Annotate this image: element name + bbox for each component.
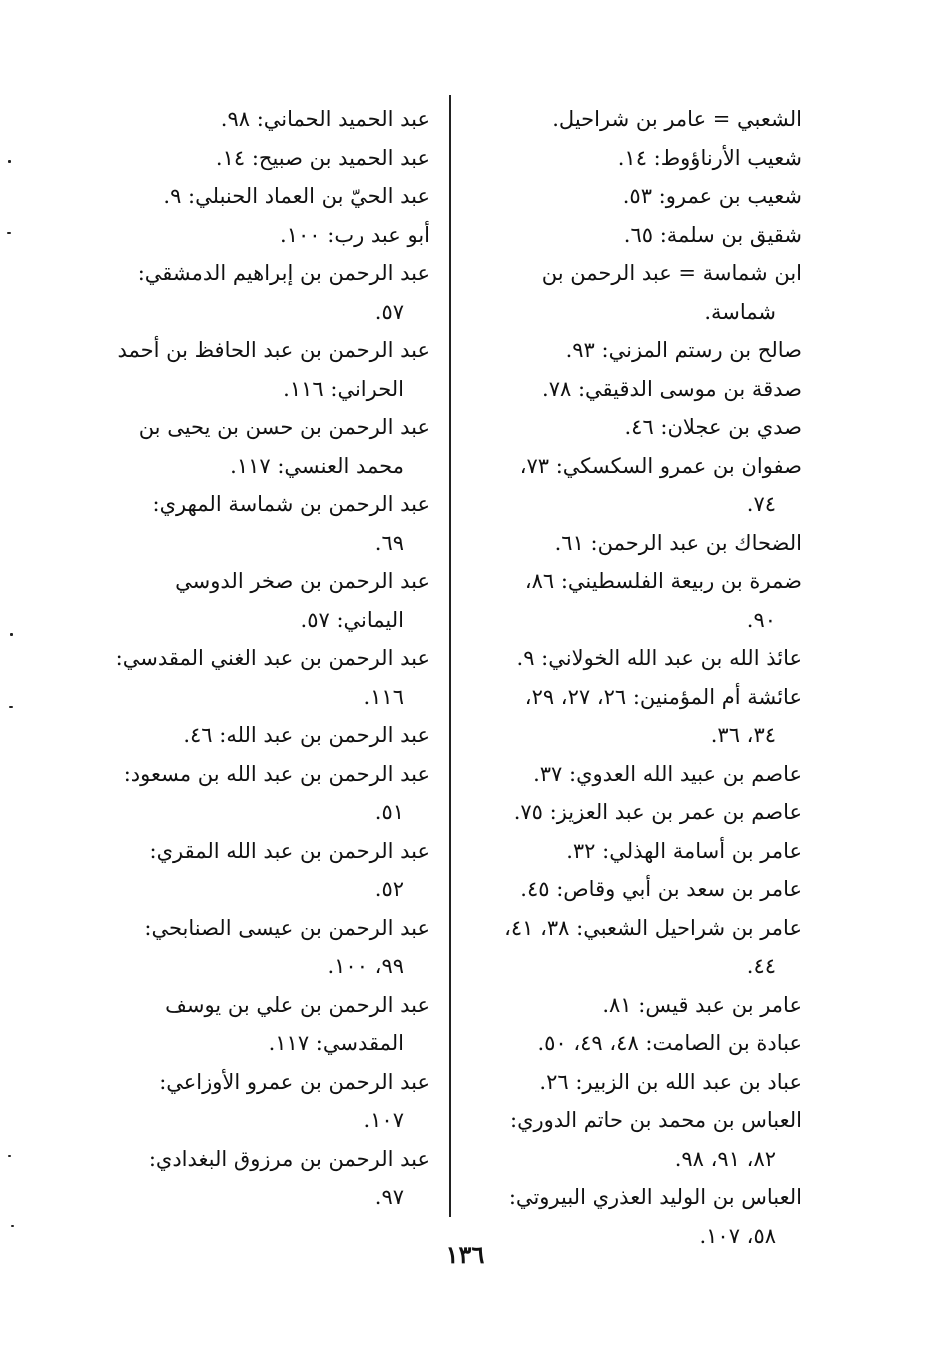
index-entry-text: صفوان بن عمرو السكسكي: ٧٣، (519, 453, 802, 478)
index-entry (462, 755, 802, 794)
index-entry (462, 562, 802, 639)
index-entry-continuation: ٧٤. (746, 492, 776, 516)
index-entry-continuation: ٤٤. (746, 954, 776, 978)
index-entry-text: عبد الرحمن بن عبد الغني المقدسي: (115, 646, 430, 670)
index-entry-continuation: ٨٢، ٩١، ٩٨. (674, 1146, 776, 1171)
index-entry-text: عائذ الله بن عبد الله الخولاني: ٩. (516, 646, 802, 670)
index-entry (462, 100, 802, 139)
index-entry (95, 716, 430, 755)
index-entry (462, 870, 802, 909)
index-entry (95, 909, 430, 986)
column-divider (449, 95, 451, 1217)
index-entry-text: شعيب الأرناؤوط: ١٤. (617, 145, 802, 170)
index-entry (462, 177, 802, 216)
index-entry-text: عبد الرحمن بن مرزوق البغدادي: (148, 1146, 430, 1171)
index-entry (462, 447, 802, 524)
index-column-left (95, 100, 430, 1217)
index-entry-text: عبد الرحمن بن عبد الله المقري: (149, 838, 430, 863)
index-entry-text: ضمرة بن ربيعة الفلسطيني: ٨٦، (524, 569, 802, 593)
index-entry-text: عبد الحميد الحماني: ٩٨. (220, 107, 430, 131)
index-entry-text: عامر بن شراحيل الشعبي: ٣٨، ٤١، (504, 915, 802, 940)
index-entry (95, 254, 430, 331)
index-entry-continuation: ٥١. (374, 800, 404, 824)
index-entry-text: عبد الرحمن بن علي بن يوسف (165, 992, 430, 1017)
index-entry (462, 678, 802, 755)
index-entry-text: شقيق بن سلمة: ٦٥. (623, 222, 802, 247)
index-entry (95, 408, 430, 485)
index-entry-continuation: ٣٤، ٣٦. (710, 723, 776, 747)
index-entry-text: عبد الحميد بن صبيح: ١٤. (215, 145, 430, 170)
index-entry (462, 793, 802, 832)
scan-speck (7, 232, 11, 234)
index-entry-text: عبد الرحمن بن عمرو الأوزاعي: (159, 1069, 430, 1094)
index-entry (95, 832, 430, 909)
index-entry-text: صدقة بن موسى الدقيقي: ٧٨. (542, 376, 802, 401)
index-entry-text: العباس بن الوليد العذري البيروتي: (508, 1185, 802, 1209)
index-entry (95, 216, 430, 255)
index-entry (462, 331, 802, 370)
index-entry-text: عبد الرحمن بن عبد الله بن مسعود: (123, 761, 430, 786)
index-entry (95, 177, 430, 216)
index-entry-continuation: ٥٧. (374, 299, 404, 324)
index-entry (95, 639, 430, 716)
index-entry-text: العباس بن محمد بن حاتم الدوري: (510, 1108, 802, 1132)
index-entry-continuation: ٩٠. (746, 607, 776, 632)
scan-speck (10, 633, 13, 636)
index-entry (462, 832, 802, 871)
index-entry (95, 755, 430, 832)
index-entry-text: عاصم بن عمر بن عبد العزيز: ٧٥. (513, 800, 802, 824)
index-entry-text: أبو عبد رب: ١٠٠. (280, 222, 430, 247)
index-entry (462, 1063, 802, 1102)
index-entry (95, 139, 430, 178)
index-entry (95, 1140, 430, 1217)
index-entry-continuation: اليماني: ٥٧. (300, 607, 404, 632)
index-entry-text: عامر بن أسامة الهذلي: ٣٢. (566, 838, 802, 863)
index-entry-text: عبادة بن الصامت: ٤٨، ٤٩، ٥٠. (537, 1031, 802, 1055)
index-entry (462, 986, 802, 1025)
index-entry (462, 370, 802, 409)
index-entry (95, 1063, 430, 1140)
index-entry-text: عبد الرحمن بن عبد الله: ٤٦. (183, 723, 430, 747)
index-column-right (462, 100, 802, 1255)
index-entry-text: عبد الرحمن بن عبد الحافظ بن أحمد (117, 338, 430, 362)
index-entry-continuation: المقدسي: ١١٧. (268, 1031, 404, 1055)
index-entry-text: صالح بن رستم المزني: ٩٣. (565, 338, 802, 362)
index-entry (462, 408, 802, 447)
index-entry-text: الشعبي = عامر بن شراحيل. (552, 107, 802, 131)
index-entry-text: عبد الرحمن بن إبراهيم الدمشقي: (137, 261, 430, 285)
index-entry-text: عامر بن سعد بن أبي وقاص: ٤٥. (520, 877, 802, 901)
index-entry-text: عبد الرحمن بن صخر الدوسي (175, 569, 430, 593)
index-entry-continuation: شماسة. (704, 299, 776, 324)
index-entry (462, 216, 802, 255)
scan-speck (8, 160, 11, 163)
index-entry (462, 1101, 802, 1178)
index-entry (95, 331, 430, 408)
scan-speck (9, 706, 13, 708)
index-entry-continuation: ٦٩. (374, 530, 404, 555)
index-entry (462, 909, 802, 986)
index-entry-text: شعيب بن عمرو: ٥٣. (622, 184, 802, 208)
index-entry-text: عبد الحيّ بن العماد الحنبلي: ٩. (163, 184, 430, 208)
index-entry-continuation: ٥٨، ١٠٧. (699, 1223, 776, 1248)
index-entry-continuation: ٥٢. (374, 877, 404, 901)
index-entry (95, 100, 430, 139)
index-entry (462, 639, 802, 678)
index-entry-text: عبد الرحمن بن عيسى الصنابحي: (144, 915, 430, 940)
index-entry-text: عامر بن عبد قيس: ٨١. (602, 992, 802, 1017)
index-entry-continuation: ٩٧. (374, 1185, 404, 1209)
index-entry (95, 485, 430, 562)
index-entry-text: الضحاك بن عبد الرحمن: ٦١. (554, 530, 802, 555)
index-entry-text: عاصم بن عبيد الله العدوي: ٣٧. (533, 761, 802, 786)
index-entry (462, 139, 802, 178)
index-entry (95, 986, 430, 1063)
index-entry-text: عبد الرحمن بن حسن بن يحيى بن (138, 415, 430, 439)
index-entry-continuation: الحراني: ١١٦. (283, 376, 404, 401)
page-number: ١٣٦ (445, 1240, 485, 1269)
index-entry (95, 562, 430, 639)
index-entry-text: عبد الرحمن بن شماسة المهري: (152, 492, 430, 516)
index-entry-continuation: محمد العنسي: ١١٧. (230, 453, 404, 478)
index-entry-continuation: ١٠٧. (363, 1108, 404, 1132)
index-entry-text: عباد بن عبد الله بن الزبير: ٢٦. (539, 1069, 802, 1094)
index-entry (462, 254, 802, 331)
index-entry-text: ابن شماسة = عبد الرحمن بن (541, 261, 802, 285)
index-entry-continuation: ١١٦. (363, 684, 404, 709)
index-entry-text: عائشة أم المؤمنين: ٢٦، ٢٧، ٢٩، (524, 684, 802, 709)
scan-speck (11, 1225, 14, 1227)
index-entry-continuation: ٩٩، ١٠٠. (327, 954, 404, 978)
scan-speck (8, 1155, 11, 1157)
index-entry (462, 524, 802, 563)
index-entry-text: صدي بن عجلان: ٤٦. (624, 415, 802, 439)
index-entry (462, 1024, 802, 1063)
